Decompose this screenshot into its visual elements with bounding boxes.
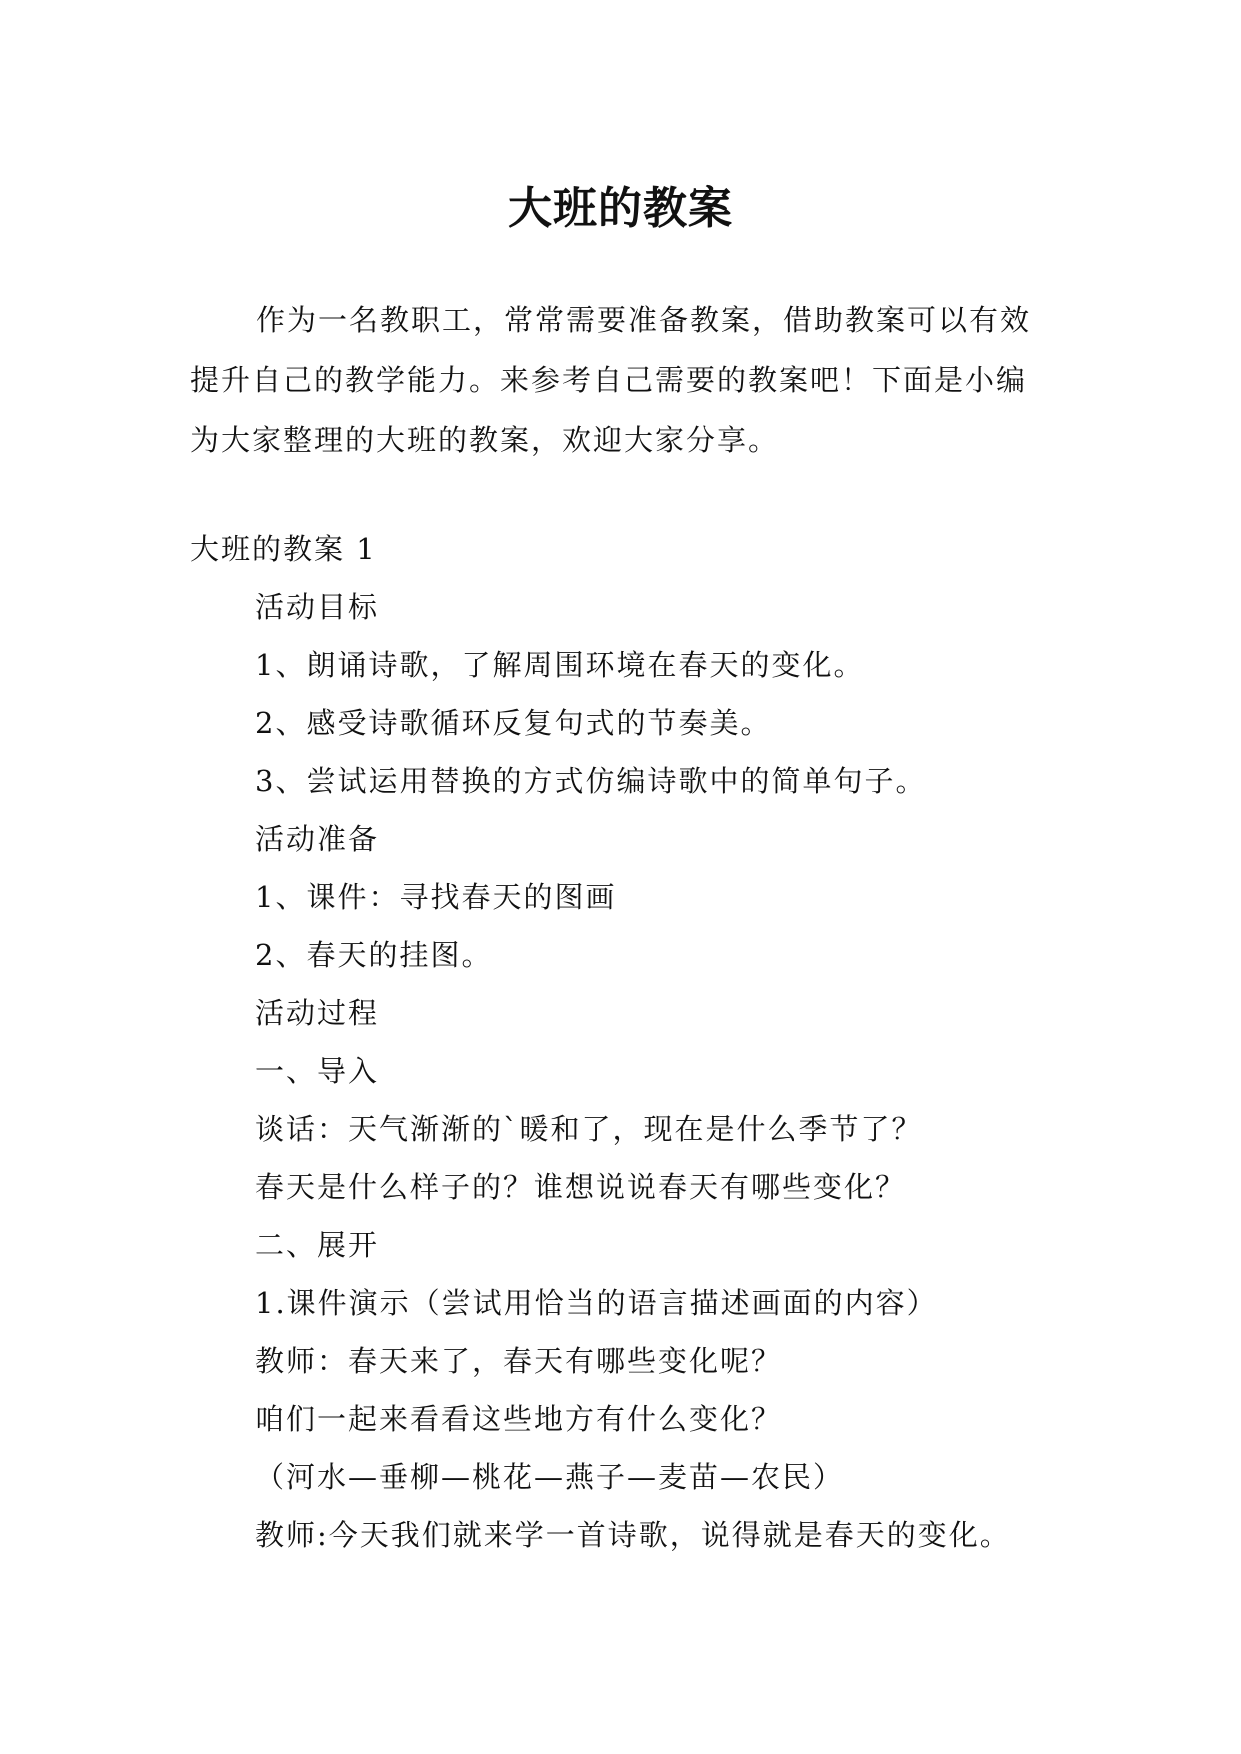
section-heading: 大班的教案 1	[190, 532, 377, 566]
text-line: 1.课件演示（尝试用恰当的语言描述画面的内容）	[255, 1286, 938, 1320]
text-line: （河水—垂柳—桃花—燕子—麦苗—农民）	[255, 1460, 845, 1494]
text-line: 咱们一起来看看这些地方有什么变化？	[255, 1402, 783, 1436]
text-line: 教师：春天来了，春天有哪些变化呢？	[255, 1344, 783, 1378]
text-line: 谈话：天气渐渐的`暖和了，现在是什么季节了？	[255, 1112, 923, 1146]
list-item: 2、感受诗歌循环反复句式的节奏美。	[255, 706, 772, 740]
subheading-activity-goals: 活动目标	[255, 590, 380, 624]
intro-paragraph: 作为一名教职工，常常需要准备教案，借助教案可以有效提升自己的教学能力。来参考自己需要的教案吧！下面是小编为大家整理的大班的教案，欢迎大家分享。	[190, 303, 1032, 457]
step-heading: 二、展开	[255, 1228, 380, 1262]
subheading-activity-process: 活动过程	[255, 996, 380, 1030]
list-item: 2、春天的挂图。	[255, 938, 493, 972]
list-item: 3、尝试运用替换的方式仿编诗歌中的简单句子。	[255, 764, 927, 798]
subheading-activity-preparation: 活动准备	[255, 822, 380, 856]
text-line: 春天是什么样子的？谁想说说春天有哪些变化？	[255, 1170, 907, 1204]
document-title: 大班的教案	[508, 183, 733, 235]
lesson-content	[255, 578, 1075, 1564]
step-heading: 一、导入	[255, 1054, 380, 1088]
list-item: 1、朗诵诗歌，了解周围环境在春天的变化。	[255, 648, 865, 682]
list-item: 1、课件：寻找春天的图画	[255, 880, 617, 914]
text-line: 教师:今天我们就来学一首诗歌，说得就是春天的变化。	[255, 1518, 1011, 1552]
